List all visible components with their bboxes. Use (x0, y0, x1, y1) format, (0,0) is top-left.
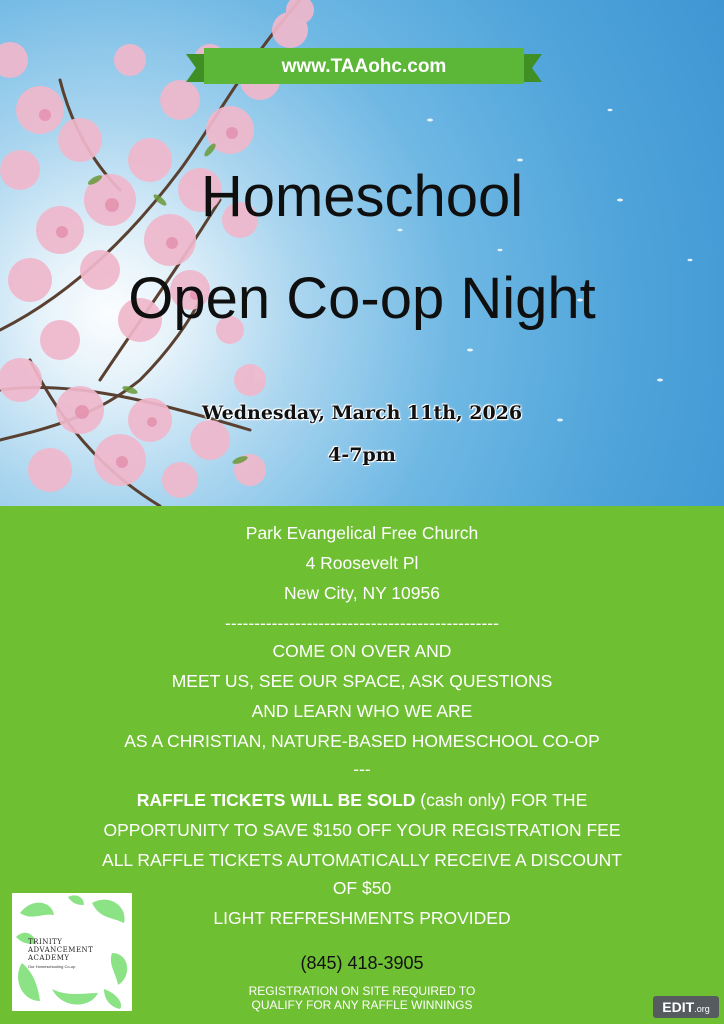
refreshments-line: LIGHT REFRESHMENTS PROVIDED (213, 908, 511, 928)
edit-org-badge[interactable]: EDIT.org (653, 996, 719, 1018)
raffle-lead: RAFFLE TICKETS WILL BE SOLD (136, 790, 416, 810)
venue-street: 4 Roosevelt Pl (305, 553, 419, 573)
venue-city: New City, NY 10956 (284, 583, 440, 603)
short-divider: --- (353, 759, 371, 779)
venue-name: Park Evangelical Free Church (245, 523, 479, 543)
event-time: 4-7pm (328, 444, 396, 466)
raffle-heading (0, 789, 724, 811)
raffle-tail: FOR THE (510, 790, 588, 810)
invite-line: COME ON OVER AND (272, 641, 452, 661)
fine-print: REGISTRATION ON SITE REQUIRED TO (248, 984, 476, 998)
invite-line: AND LEARN WHO WE ARE (251, 701, 473, 721)
raffle-line: ALL RAFFLE TICKETS AUTOMATICALLY RECEIVE A DISCOUNT (102, 850, 622, 870)
invite-line: MEET US, SEE OUR SPACE, ASK QUESTIONS (171, 671, 553, 691)
fine-print: QUALIFY FOR ANY RAFFLE WINNINGS (251, 998, 473, 1012)
invite-line: AS A CHRISTIAN, NATURE-BASED HOMESCHOOL CO-OP (124, 731, 600, 751)
raffle-note: (cash only) (415, 790, 511, 810)
page-title: Homeschool (200, 164, 524, 229)
event-date: Wednesday, March 11th, 2026 (201, 402, 523, 424)
page-subtitle: Open Co-op Night (128, 266, 596, 331)
website-link[interactable]: www.TAAohc.com (281, 56, 447, 77)
raffle-line: OPPORTUNITY TO SAVE $150 OFF YOUR REGISTRATION FEE (103, 820, 621, 840)
logo-tagline: Our Homeschooling Co-op (28, 964, 76, 969)
hero-section (0, 0, 724, 506)
raffle-line: OF $50 (332, 878, 392, 898)
logo-name: TRINITY ADVANCEMENT ACADEMY (28, 938, 94, 962)
phone-number[interactable]: (845) 418-3905 (300, 953, 424, 973)
divider: ----------------------------------------------- (225, 613, 499, 633)
